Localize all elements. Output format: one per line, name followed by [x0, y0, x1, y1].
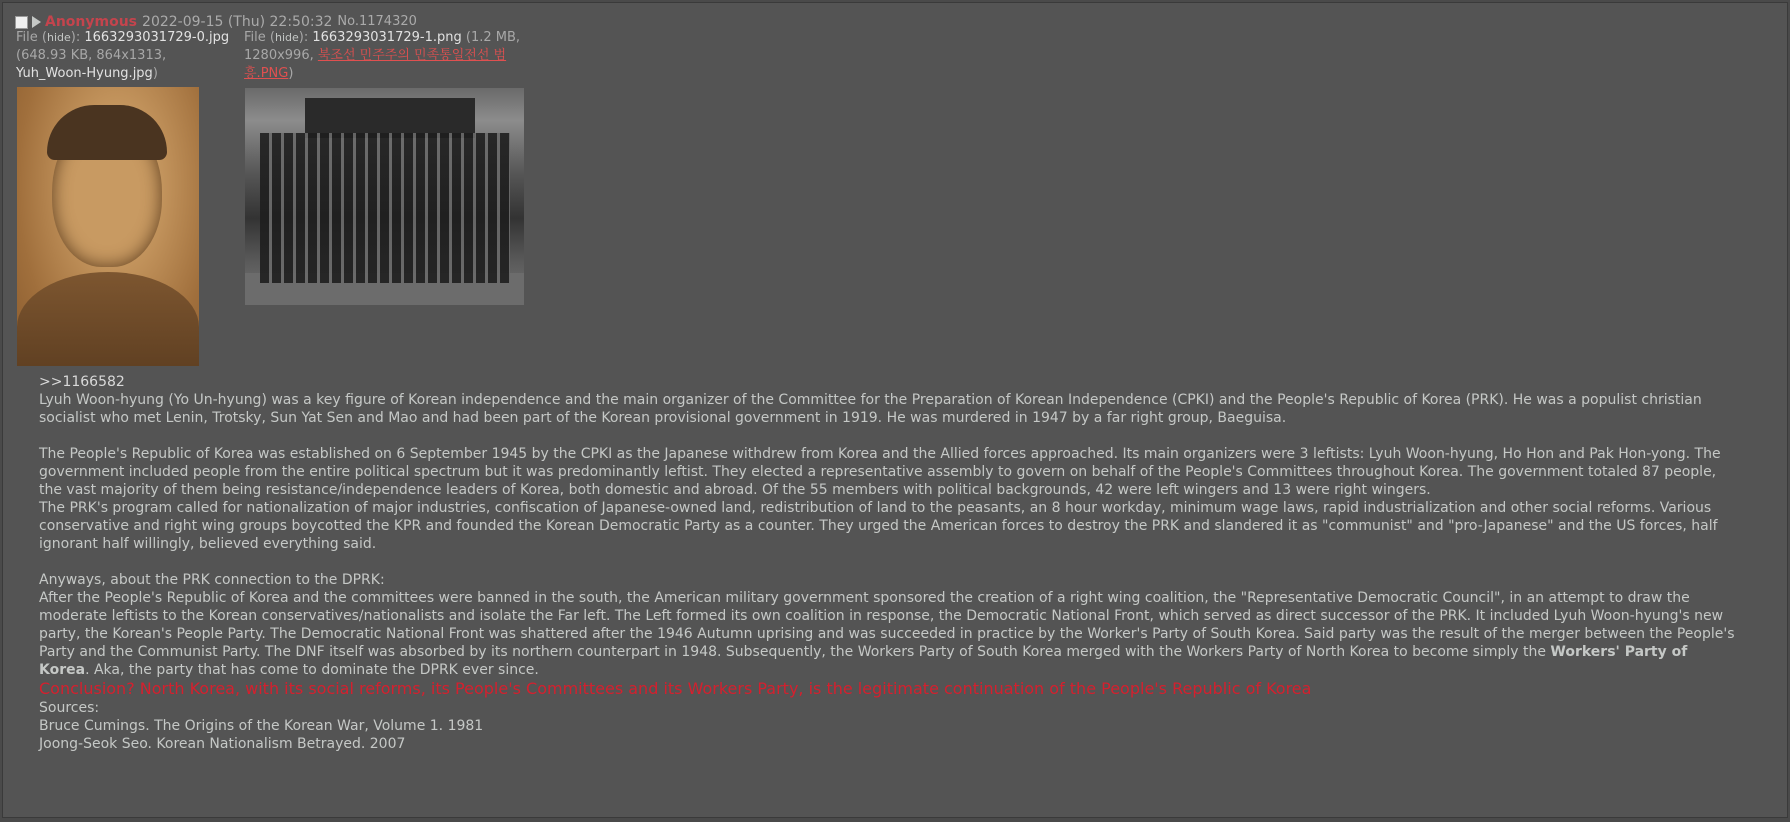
file-original-name-link[interactable]: 북조선 민주주의 민족통일전선 범 흥.PNG — [244, 48, 507, 81]
file-meta-dims: 1280x996, — [244, 48, 314, 63]
thumbnail-portrait[interactable] — [17, 87, 199, 366]
sources-label: Sources: — [39, 700, 100, 716]
file-label: File — [244, 30, 266, 45]
file-hide-link[interactable]: hide — [46, 31, 71, 44]
file-meta: (648.93 KB, 864x1313, — [16, 48, 167, 63]
paragraph-1: Lyuh Woon-hyung (Yo Un-hyung) was a key figure of Korean independence and the main organizer of the Committee for the Preparation of Korean Independence (CPKI) and the People's Republic of Korea (PRK). He was a populist christian socialist who met Lenin, Trotsky, Sun Yat Sen and Mao and had been part of the Korean provisional government in 1919. He was murdered in 1947 by a far right group, Baeguisa. — [39, 392, 1702, 426]
file-meta-close: ) — [288, 66, 294, 81]
thumbnail-group-photo[interactable] — [245, 88, 524, 305]
file-name-link[interactable]: 1663293031729-0.jpg — [84, 30, 230, 45]
file-info-1: File (hide): 1663293031729-0.jpg (648.93 KB, 864x1313, Yuh_Woon-Hyung.jpg) — [16, 30, 230, 81]
file-meta-close: ) — [152, 66, 158, 81]
paragraph-3: The PRK's program called for nationalization of major industries, confiscation of Japanese-owned land, redistribution of land to the peasants, an 8 hour workday, minimum wage laws, rapid industrialization and other social reforms. Various conservative and right wing groups boycotted the KPR and founded the Korean Democratic Party as a counter. They urged the American forces to destroy the PRK and slandered it as "communist" and "pro-Japanese" and the US forces, half ignorant half willingly, believed everything said. — [39, 500, 1718, 552]
file-meta-size: (1.2 MB, — [465, 30, 521, 45]
file-info-2: File (hide): 1663293031729-1.png (1.2 MB, 1280x996, 북조선 민주주의 민족통일전선 범 흥.PNG) — [244, 30, 521, 81]
paragraph-5-end: . Aka, the party that has come to dominate the DPRK ever since. — [85, 662, 539, 678]
file-label: File — [16, 30, 38, 45]
conclusion-text: Conclusion? North Korea, with its social reforms, its People's Committees and its Workers Party, is the legitimate continuation of the People's Republic of Korea — [39, 679, 1312, 698]
quote-link[interactable]: >>1166582 — [39, 374, 125, 390]
post-message — [39, 373, 1739, 753]
portrait-body — [17, 272, 199, 366]
post-menu-arrow-icon[interactable] — [32, 16, 41, 28]
source-1: Bruce Cumings. The Origins of the Korean War, Volume 1. 1981 — [39, 718, 484, 734]
poster-name: Anonymous — [45, 14, 138, 30]
file-name-link[interactable]: 1663293031729-1.png — [312, 30, 462, 45]
post-select-checkbox[interactable] — [15, 16, 28, 29]
source-2: Joong-Seok Seo. Korean Nationalism Betrayed. 2007 — [39, 736, 406, 752]
photo-doorway — [305, 98, 475, 138]
file-original-name: Yuh_Woon-Hyung.jpg — [16, 66, 153, 81]
paragraph-5 — [39, 589, 1739, 679]
file-hide-link[interactable]: hide — [274, 31, 299, 44]
portrait-hair — [47, 105, 167, 160]
post-number-link[interactable]: No.1174320 — [337, 14, 417, 29]
paragraph-5-start: After the People's Republic of Korea and the committees were banned in the south, the American military government sponsored the creation of a right wing coalition, the "Representative Democratic Council", in an attempt to draw the moderate leftists to the Korean conservatives/nationalists and isolate the Far left. The Left formed its own coalition in response, the Democratic National Front, which served as direct successor of the PRK. It included Lyuh Woon-hyung's new party, the Korean's People Party. The Democratic National Front was shattered after the 1946 Autumn uprising and was succeeded in practice by the Worker's Party of South Korea. Said party was the result of the merger between the People's Party and the Communist Party. The DNF itself was absorbed by its northern counterpart in 1948. Subsequently, the Workers Party of South Korea merged with the Workers Party of North Korea to become simply the — [39, 590, 1735, 660]
post-date: 2022-09-15 (Thu) 22:50:32 — [142, 14, 333, 30]
paragraph-4: Anyways, about the PRK connection to the DPRK: — [39, 572, 385, 588]
paragraph-2: The People's Republic of Korea was established on 6 September 1945 by the CPKI as the Japanese withdrew from Korea and the Allied forces approached. Its main organizers were 3 leftists: Lyuh Woon-hyung, Ho Hon and Pak Hon-yong. The government included people from the entire political spectrum but it was predominantly leftist. They elected a representative assembly to govern on behalf of the People's Committees throughout Korea. The government totaled 87 people, the vast majority of them being resistance/independence leaders of Korea, both domestic and abroad. Of the 55 members with political backgrounds, 42 were left wingers and 13 were right wingers. — [39, 446, 1721, 498]
paragraph-5-bold: Workers' Party of Korea — [39, 644, 1688, 678]
photo-people — [260, 133, 510, 283]
